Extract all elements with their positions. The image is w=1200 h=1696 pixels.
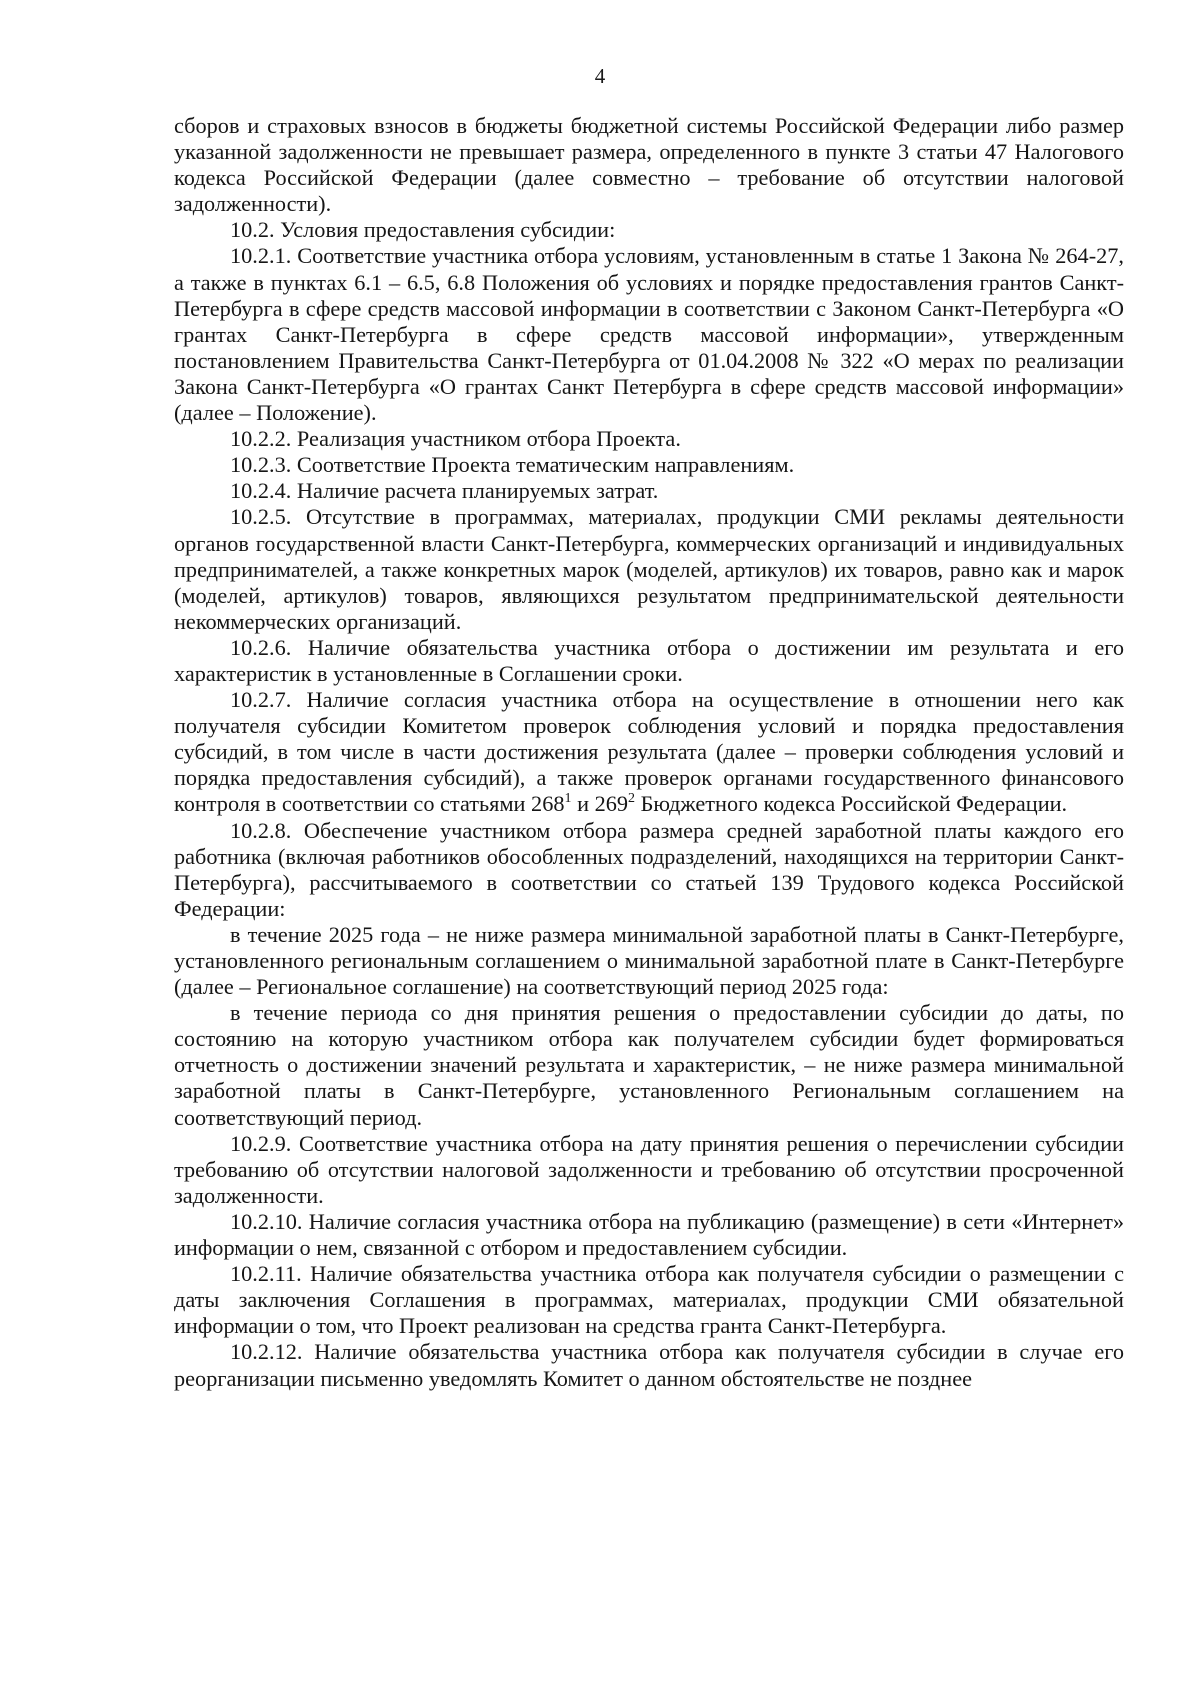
paragraph-10-1-continuation: сборов и страховых взносов в бюджеты бюджетной системы Российской Федерации либо размер указанной задолженности не превышает размера, определенного в пункте 3 статьи 47 Налогового кодекса Российской Федерации (далее совместно – требование об отсутствии налоговой задолженности). bbox=[174, 113, 1124, 217]
paragraph-10-2-2: 10.2.2. Реализация участником отбора Проекта. bbox=[230, 426, 681, 452]
page-number: 4 bbox=[594, 64, 606, 88]
paragraph-10-2-1: 10.2.1. Соответствие участника отбора условиям, установленным в статье 1 Закона № 264-27, а также в пунктах 6.1 – 6.5, 6.8 Положения об условиях и порядке предоставления грантов Санкт-Петербурга в сфере средств массовой информации в соответствии с Законом Санкт-Петербурга «О грантах Санкт-Петербурга в сфере средств массовой информации», утвержденным постановлением Правительства Санкт-Петербурга от 01.04.2008 № 322 «О мерах по реализации Закона Санкт-Петербурга «О грантах Санкт Петербурга в сфере средств массовой информации» (далее – Положение). bbox=[174, 243, 1124, 426]
paragraph-10-2-8-item-2025: в течение 2025 года – не ниже размера минимальной заработной платы в Санкт-Петербурге, установленного региональным соглашением о минимальной заработной плате в Санкт-Петербурге (далее – Региональное соглашение) на соответствующий период 2025 года: bbox=[174, 921, 1124, 1000]
paragraph-10-2-7 bbox=[174, 687, 1124, 817]
paragraph-10-2-7-text-middle: и 269 bbox=[571, 791, 629, 817]
paragraph-10-2-8: 10.2.8. Обеспечение участником отбора размера средней заработной платы каждого его работника (включая работников обособленных подразделений, находящихся на территории Санкт-Петербурга), рассчитываемого в соответствии со статьей 139 Трудового кодекса Российской Федерации: bbox=[174, 817, 1124, 921]
paragraph-10-2-heading: 10.2. Условия предоставления субсидии: bbox=[230, 217, 616, 243]
paragraph-10-2-9: 10.2.9. Соответствие участника отбора на дату принятия решения о перечислении субсидии требованию об отсутствии налоговой задолженности и требованию об отсутствии просроченной задолженности. bbox=[174, 1130, 1124, 1208]
superscript-1: 1 bbox=[564, 791, 572, 807]
paragraph-10-2-6: 10.2.6. Наличие обязательства участника отбора о достижении им результата и его характеристик в установленные в Соглашении сроки. bbox=[174, 634, 1124, 686]
paragraph-10-2-3: 10.2.3. Соответствие Проекта тематическим направлениям. bbox=[230, 452, 795, 478]
paragraph-10-2-7-text-before: 10.2.7. Наличие согласия участника отбора на осуществление в отношении него как получателя субсидии Комитетом проверок соблюдения условий и порядка предоставления субсидий, в том числе в части достижения результата (далее – проверки соблюдения условий и порядка предоставления субсидий), а также проверок органами государственного финансового контроля в соответствии со статьями 268 bbox=[174, 687, 1124, 817]
paragraph-10-2-12: 10.2.12. Наличие обязательства участника отбора как получателя субсидии в случае его реорганизации письменно уведомлять Комитет о данном обстоятельстве не позднее bbox=[174, 1339, 1124, 1391]
paragraph-10-2-11: 10.2.11. Наличие обязательства участника отбора как получателя субсидии о размещении с даты заключения Соглашения в программах, материалах, продукции СМИ обязательной информации о том, что Проект реализован на средства гранта Санкт-Петербурга. bbox=[174, 1261, 1124, 1339]
superscript-2: 2 bbox=[628, 791, 636, 807]
paragraph-10-2-8-item-period: в течение периода со дня принятия решения о предоставлении субсидии до даты, по состоянию на которую участником отбора как получателем субсидии будет формироваться отчетность о достижении значений результата и характеристик, – не ниже размера минимальной заработной платы в Санкт-Петербурге, установленного Региональным соглашением на соответствующий период. bbox=[174, 1000, 1124, 1130]
paragraph-10-2-10: 10.2.10. Наличие согласия участника отбора на публикацию (размещение) в сети «Интернет» информации о нем, связанной с отбором и предоставлением субсидии. bbox=[174, 1208, 1124, 1261]
paragraph-10-2-4: 10.2.4. Наличие расчета планируемых затрат. bbox=[230, 478, 659, 504]
document-body bbox=[174, 113, 1124, 1392]
paragraph-10-2-7-text-after: Бюджетного кодекса Российской Федерации. bbox=[635, 791, 1068, 817]
paragraph-10-2-5: 10.2.5. Отсутствие в программах, материалах, продукции СМИ рекламы деятельности органов государственной власти Санкт-Петербурга, коммерческих организаций и индивидуальных предпринимателей, а также конкретных марок (моделей, артикулов) их товаров, равно как и марок (моделей, артикулов) товаров, являющихся результатом предпринимательской деятельности некоммерческих организаций. bbox=[174, 504, 1124, 634]
